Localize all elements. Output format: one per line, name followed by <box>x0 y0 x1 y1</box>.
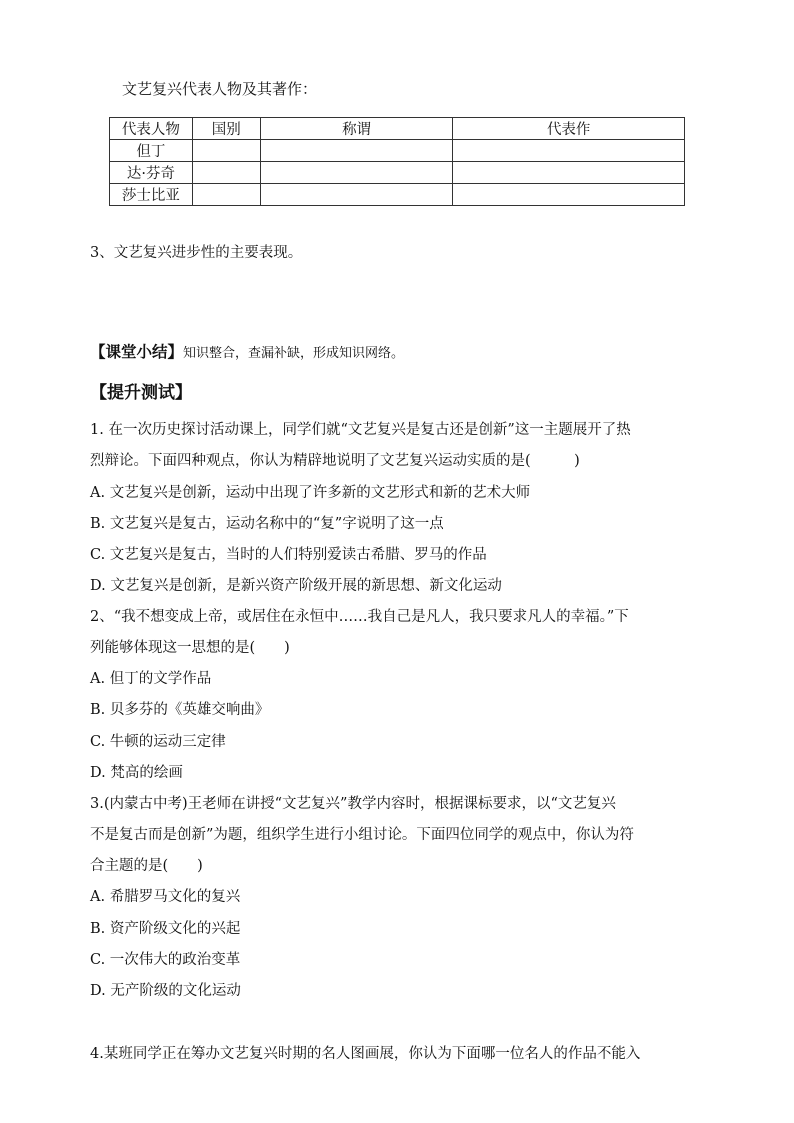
cell-title[interactable] <box>260 184 453 206</box>
table-row <box>110 162 685 184</box>
table-header-row <box>110 118 685 140</box>
q1-stem-line2: 烈辩论。下面四种观点，你认为精辟地说明了文艺复兴运动实质的是( ) <box>90 453 580 469</box>
q3-option-b[interactable]: B. 资产阶级文化的兴起 <box>90 921 241 937</box>
q1-option-b[interactable]: B. 文艺复兴是复古，运动名称中的“复”字说明了这一点 <box>90 516 444 532</box>
q2-option-c[interactable]: C. 牛顿的运动三定律 <box>90 734 226 750</box>
q3-stem-line2: 不是复古而是创新”为题，组织学生进行小组讨论。下面四位同学的观点中，你认为符 <box>90 827 634 843</box>
cell-name: 但丁 <box>110 140 193 162</box>
q2-stem-line2: 列能够体现这一思想的是( ) <box>90 640 290 656</box>
cell-title[interactable] <box>260 140 453 162</box>
cell-title[interactable] <box>260 162 453 184</box>
q3-option-d[interactable]: D. 无产阶级的文化运动 <box>90 983 241 999</box>
cell-name: 达·芬奇 <box>110 162 193 184</box>
header-country: 国别 <box>192 118 260 140</box>
table-row <box>110 184 685 206</box>
header-works: 代表作 <box>453 118 685 140</box>
q1-option-a[interactable]: A. 文艺复兴是创新，运动中出现了许多新的文艺形式和新的艺术大师 <box>90 485 531 501</box>
q3-option-c[interactable]: C. 一次伟大的政治变革 <box>90 952 241 968</box>
cell-works[interactable] <box>453 140 685 162</box>
q3-stem-line3: 合主题的是( ) <box>90 858 203 874</box>
cell-country[interactable] <box>192 140 260 162</box>
q4-stem-line1: 4.某班同学正在筹办文艺复兴时期的名人图画展，你认为下面哪一位名人的作品不能入 <box>90 1046 641 1062</box>
cell-works[interactable] <box>453 184 685 206</box>
header-title: 称谓 <box>260 118 453 140</box>
q2-option-a[interactable]: A. 但丁的文学作品 <box>90 671 212 687</box>
q3-option-a[interactable]: A. 希腊罗马文化的复兴 <box>90 889 241 905</box>
q1-option-d[interactable]: D. 文艺复兴是创新，是新兴资产阶级开展的新思想、新文化运动 <box>90 578 502 594</box>
q2-option-b[interactable]: B. 贝多芬的《英雄交响曲》 <box>90 702 270 718</box>
summary-text: 知识整合，查漏补缺，形成知识网络。 <box>183 346 405 361</box>
summary-label: 【课堂小结】 <box>90 343 184 361</box>
q1-stem-line1: 1. 在一次历史探讨活动课上，同学们就“文艺复兴是复古还是创新”这一主题展开了热 <box>90 422 631 438</box>
q2-stem-line1: 2、“我不想变成上帝，或居住在永恒中……我自己是凡人，我只要求凡人的幸福。”下 <box>90 609 629 625</box>
cell-name: 莎士比亚 <box>110 184 193 206</box>
cell-works[interactable] <box>453 162 685 184</box>
q1-option-c[interactable]: C. 文艺复兴是复古，当时的人们特别爱读古希腊、罗马的作品 <box>90 547 487 563</box>
table-intro: 文艺复兴代表人物及其著作： <box>122 80 318 98</box>
test-heading: 【提升测试】 <box>90 383 192 403</box>
table-row <box>110 140 685 162</box>
q2-option-d[interactable]: D. 梵高的绘画 <box>90 765 183 781</box>
q3-stem-line1: 3.(内蒙古中考)王老师在讲授“文艺复兴”教学内容时，根据课标要求，以“文艺复兴 <box>90 796 616 812</box>
header-representative: 代表人物 <box>110 118 193 140</box>
cell-country[interactable] <box>192 184 260 206</box>
representatives-table <box>109 117 685 206</box>
cell-country[interactable] <box>192 162 260 184</box>
class-summary <box>90 340 404 362</box>
section-3-prompt: 3、文艺复兴进步性的主要表现。 <box>90 245 303 261</box>
